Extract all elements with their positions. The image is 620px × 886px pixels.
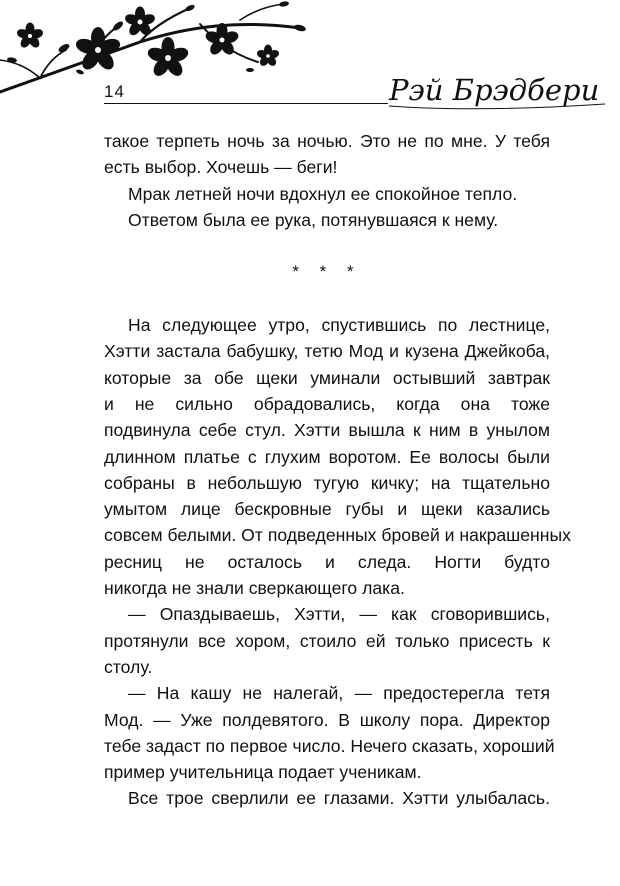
text-line: собраны в небольшую тугую кичку; на тщательно	[104, 472, 550, 493]
section-gap	[104, 233, 550, 259]
text-line: ресниц не осталось и следа. Ногти будто	[104, 551, 550, 572]
text-line: никогда не знали сверкающего лака.	[104, 578, 405, 599]
text-line: Мод. — Уже полдевятого. В школу пора. Директор	[104, 709, 550, 730]
text-line: Мрак летней ночи вдохнул ее спокойное тепло.	[128, 183, 518, 204]
page-number: 14	[104, 82, 125, 101]
text-line: тебе задаст по первое число. Нечего сказать, хороший	[104, 735, 555, 756]
page-body	[104, 128, 571, 812]
text-line: Хэтти застала бабушку, тетю Мод и кузена Джейкоба,	[104, 341, 550, 362]
author-signature	[385, 66, 610, 112]
text-line: есть выбор. Хочешь — беги!	[104, 157, 338, 178]
text-line: которые за обе щеки уминали остывший завтрак	[104, 367, 550, 388]
text-line: умытом лице бескровные губы и щеки казались	[104, 499, 550, 520]
text-line: такое терпеть ночь за ночью. Это не по мне. У тебя	[104, 131, 550, 151]
text-line: Все трое сверлили ее глазами. Хэтти улыбалась.	[128, 788, 550, 809]
text-line: пример учительница подает ученикам.	[104, 762, 422, 783]
text-line: — На кашу не налегай, — предостерегла тетя	[128, 683, 550, 704]
text-line: протянули все хором, стоило ей только присесть к	[104, 630, 550, 651]
header-rule	[104, 103, 388, 104]
section-break: * * *	[292, 262, 362, 282]
svg-text:Рэй Брэдбери: Рэй Брэдбери	[389, 73, 600, 107]
section-gap	[104, 286, 550, 312]
text-line: подвинула себе стул. Хэтти вышла к ним в унылом	[104, 420, 550, 441]
cherry-blossom-ornament	[0, 0, 320, 100]
text-line: Ответом была ее рука, потянувшаяся к нему.	[128, 209, 499, 230]
text-line: длинном платье с глухим воротом. Ее волосы были	[104, 446, 550, 467]
text-line: совсем белыми. От подведенных бровей и накрашенных	[104, 525, 571, 546]
text-line: На следующее утро, спустившись по лестнице,	[128, 315, 550, 336]
text-line: и не сильно обрадовались, когда она тоже	[104, 393, 550, 414]
text-line: — Опаздываешь, Хэтти, — как сговорившись,	[128, 604, 550, 625]
text-line: столу.	[104, 656, 153, 677]
